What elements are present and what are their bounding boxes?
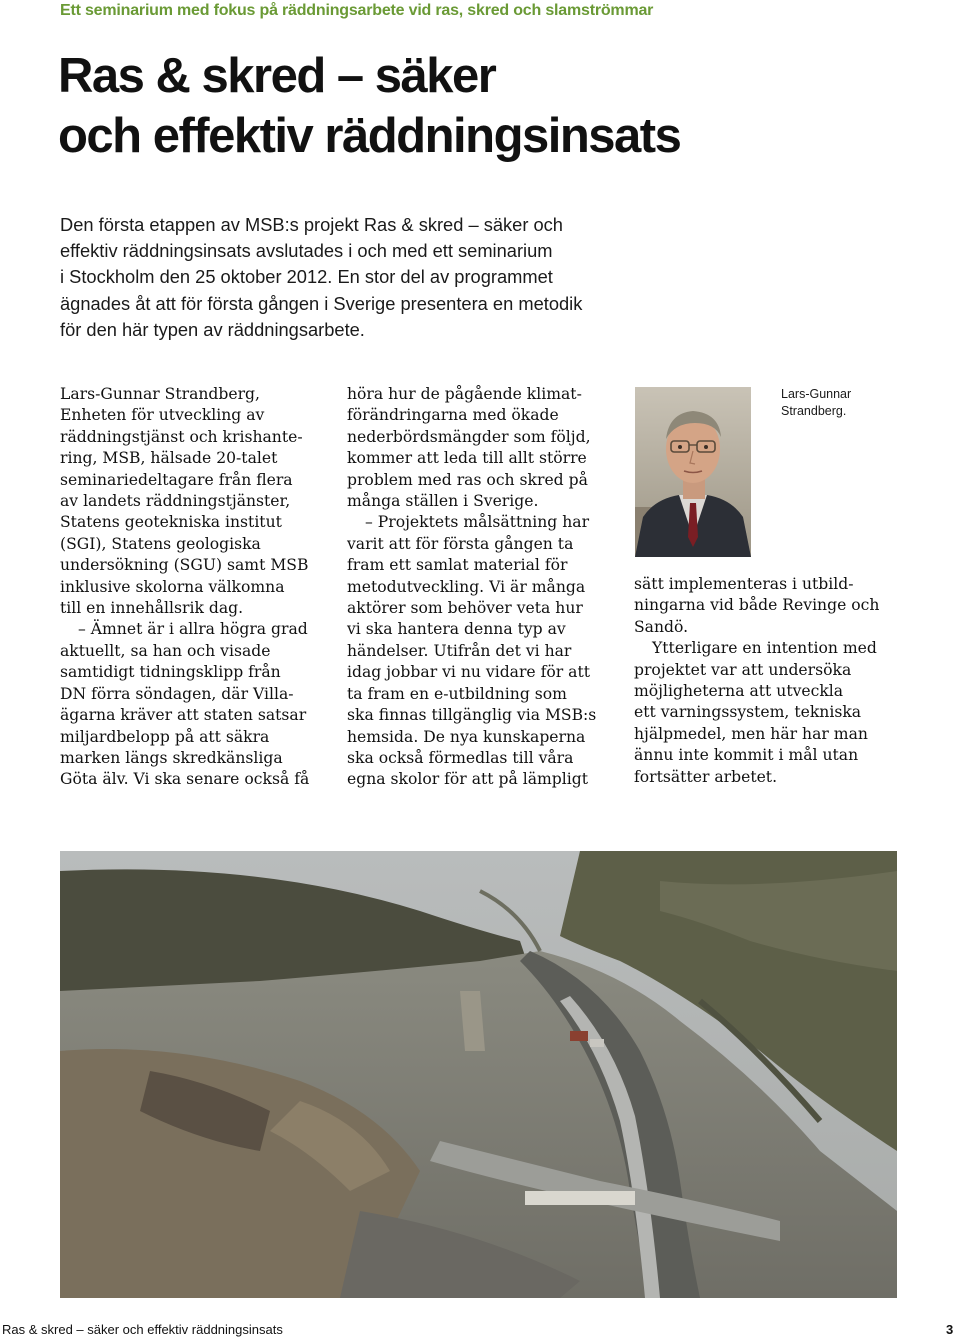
lede	[60, 212, 620, 343]
portrait-illustration	[635, 387, 751, 557]
lede-line: effektiv räddningsinsats avslutades i och med ett seminarium	[60, 240, 553, 262]
body-column-3	[634, 574, 906, 788]
text-line: DN förra söndagen, där Villa-	[60, 684, 294, 703]
text-line: problem med ras och skred på	[347, 470, 588, 489]
caption-line: Strandberg.	[781, 404, 847, 418]
text-line: händelser. Utifrån det vi har	[347, 641, 572, 660]
text-line: ägarna kräver att staten satsar	[60, 706, 307, 725]
portrait-photo	[635, 387, 751, 557]
lede-line: Den första etappen av MSB:s projekt Ras & skred – säker och	[60, 214, 563, 235]
text-line: Statens geotekniska institut	[60, 513, 282, 532]
text-line: fortsätter arbetet.	[634, 767, 778, 786]
title-line-1: Ras & skred – säker	[58, 49, 496, 103]
text-line: seminariedeltagare från flera	[60, 470, 293, 489]
text-line: hjälpmedel, men här har man	[634, 724, 868, 743]
text-line: idag jobbar vi nu vidare för att	[347, 663, 591, 682]
text-line: till en innehållsrik dag.	[60, 599, 244, 618]
text-line: förändringarna med ökade	[347, 406, 559, 425]
text-line: Enheten för utveckling av	[60, 406, 265, 425]
text-line: ett varningssystem, tekniska	[634, 703, 862, 722]
body-column-2	[347, 384, 619, 791]
text-line: Göta älv. Vi ska senare också få	[60, 770, 310, 789]
text-line: ska finnas tillgänglig via MSB:s	[347, 706, 597, 725]
text-line: metodutveckling. Vi är många	[347, 577, 586, 596]
page-title	[58, 46, 680, 166]
title-line-2: och effektiv räddningsinsats	[58, 109, 681, 163]
text-line: Lars-Gunnar Strandberg,	[60, 385, 261, 403]
text-line: möjligheterna att utveckla	[634, 682, 844, 701]
text-line: ta fram en e-utbildning som	[347, 684, 567, 703]
text-line: ningarna vid både Revinge och	[634, 596, 880, 615]
text-line: marken längs skredkänsliga	[60, 748, 283, 767]
text-line: inklusive skolorna välkomna	[60, 577, 285, 596]
lede-line: för den här typen av räddningsarbete.	[60, 318, 365, 340]
lede-line: i Stockholm den 25 oktober 2012. En stor del av programmet	[60, 266, 553, 288]
text-line: Sandö.	[634, 617, 689, 636]
text-line: fram ett samlat material för	[347, 556, 568, 575]
text-line: kommer att leda till allt större	[347, 449, 587, 468]
text-line: aktörer som behöver veta hur	[347, 599, 583, 618]
text-line: aktuellt, sa han och visade	[60, 641, 271, 660]
text-line: – Projektets målsättning har	[365, 513, 590, 532]
text-line: (SGI), Statens geologiska	[60, 534, 261, 553]
photo-caption	[781, 386, 891, 420]
text-line: miljardbelopp på att säkra	[60, 727, 270, 746]
text-line: samtidigt tidningsklipp från	[60, 663, 281, 682]
caption-line: Lars-Gunnar	[781, 387, 852, 401]
text-line: projektet var att undersöka	[634, 660, 852, 679]
text-line: Ytterligare en intention med	[652, 639, 877, 658]
text-line: undersökning (SGU) samt MSB	[60, 556, 309, 575]
landslide-aerial-photo	[60, 851, 897, 1298]
lede-line: ägnades åt att för första gången i Sverige presentera en metodik	[60, 292, 583, 314]
text-line: ring, MSB, hälsade 20-talet	[60, 449, 278, 468]
text-line: vi ska hantera denna typ av	[347, 620, 566, 639]
body-column-1	[60, 384, 332, 791]
text-line: nederbördsmängder som följd,	[347, 427, 591, 446]
text-line: varit att för första gången ta	[347, 534, 574, 553]
page-number: 3	[946, 1322, 954, 1337]
text-line: egna skolor för att på lämpligt	[347, 770, 589, 789]
text-line: ännu inte kommit i mål utan	[634, 746, 859, 765]
text-line: av landets räddningstjänster,	[60, 492, 291, 511]
text-line: ska också förmedlas till våra	[347, 748, 574, 767]
kicker: Ett seminarium med fokus på räddningsarbete vid ras, skred och slamströmmar	[60, 2, 654, 19]
text-line: många ställen i Sverige.	[347, 492, 539, 511]
running-footer: Ras & skred – säker och effektiv räddningsinsats	[2, 1322, 283, 1337]
text-line: hemsida. De nya kunskaperna	[347, 727, 586, 746]
landslide-illustration	[60, 851, 897, 1298]
text-line: höra hur de pågående klimat-	[347, 385, 582, 403]
text-line: sätt implementeras i utbild-	[634, 575, 854, 593]
text-line: räddningstjänst och krishante-	[60, 427, 303, 446]
text-line: – Ämnet är i allra högra grad	[78, 620, 308, 639]
